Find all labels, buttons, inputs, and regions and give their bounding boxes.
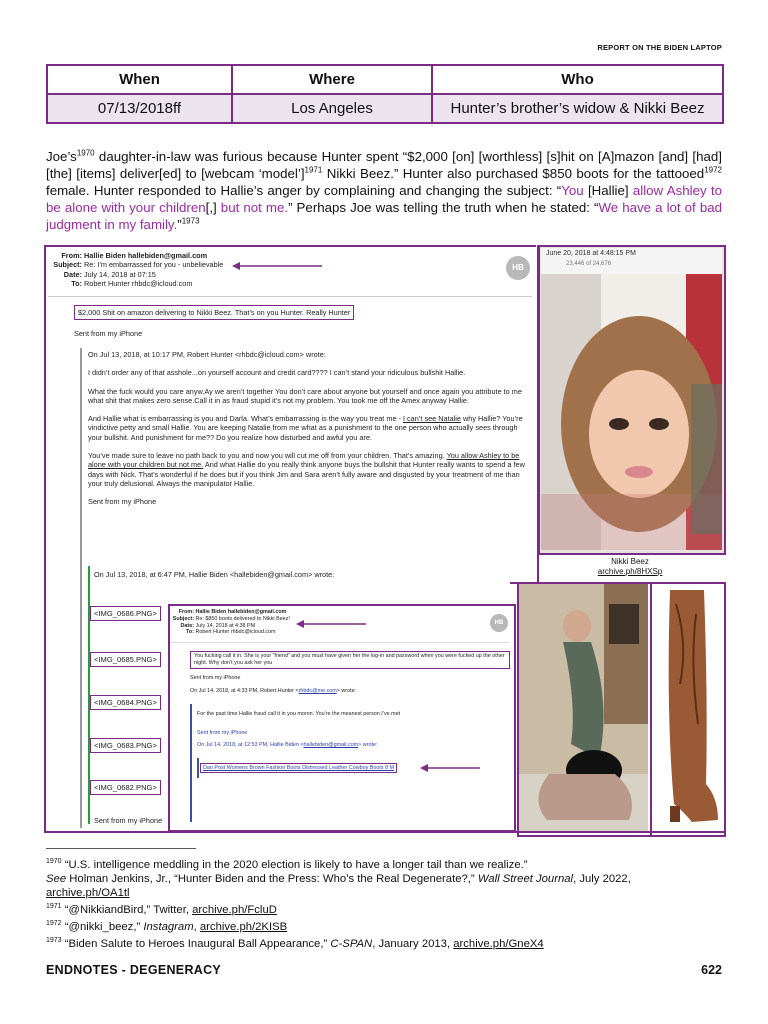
attachment-link[interactable]: <IMG_0683.PNG>: [90, 738, 161, 753]
body-paragraph: $Joe’s^{1970}$ daughter-in-law was furious because Hunter spent “$2,000 [on] [worthless] [s]hit on [A]mazon [and] [had] [the] [items] deliver[ed] to [webcam ‘model’]$^{1971}$ Nikki Beez.” Hunter also purchased $850 boots for the tattooed$^{1972}$ female. Hunter responded to Hallie’s anger by complaining and changing the subject: “You [Hallie] allow Ashley to be alone with your children[,] but not me.” Perhaps Joe was telling the truth when he stated: “We have a lot of bad judgment in my family.”$^{1973}$: [46, 148, 722, 232]
paragraph: What the fuck would you care anyw.Ay we aren’t together You don’t care about anyone but yourself and once again you attribute to me what shit that makes zero sense.Call it in as fraud stupid it’s not my problem. You took me off the Amex anyway Hallie.: [88, 386, 522, 405]
footnote-link[interactable]: archive.ph/OA1tl: [46, 887, 130, 900]
quote-you: You: [561, 183, 584, 198]
attachment-link[interactable]: <IMG_0684.PNG>: [90, 695, 161, 710]
attachment-link[interactable]: <IMG_0682.PNG>: [90, 780, 161, 795]
header-where: Where: [232, 65, 432, 94]
quote-bad-judgment: We have a lot of bad judgment in my family.: [46, 200, 722, 232]
footnote-1970-cont: See Holman Jenkins, Jr., “Hunter Biden and the Press: Who’s the Real Degenerate?,” Wall Street Journal, July 2022,: [46, 872, 631, 885]
avatar: HB: [490, 614, 508, 632]
endnote-ref-1972[interactable]: 1972: [704, 165, 722, 175]
avatar: HB: [506, 256, 530, 280]
cell-who: Hunter’s brother’s widow & Nikki Beez: [432, 94, 723, 123]
email1-subject: Re: I'm embarrassed for you - unbelievable: [84, 260, 224, 270]
sent-from: Sent from my iPhone: [190, 675, 241, 681]
footer-section-title: ENDNOTES - DEGENERACY: [46, 963, 222, 977]
email1-to: Robert Hunter rhbdc@icloud.com: [84, 278, 193, 288]
photo-timestamp: June 20, 2018 at 4:48:15 PM: [546, 250, 636, 257]
email1-header: From: Hallie Biden hallebiden@gmail.com Subject: Re: I'm embarrassed for you - unbelievable Date: July 14, 2018 at 07:15 To: Robert Hunter rhbdc@icloud.com: [53, 251, 224, 288]
running-header: REPORT ON THE BIDEN LAPTOP: [597, 43, 722, 52]
email2-body: [190, 651, 510, 695]
paragraph: You’ve made sure to leave no path back to you and now you will cut me off from your children. That’s amazing. You allow Ashley to be alone with your children but not me. And what Hallie do you really think anyone buys the bullshit that Hunter really wants to spend a few days with Nick. That’s wonderful if he does but if you think Jim and Sara aren’t fully aware and disgusted by your treatment of me than your truly delusional. Always the manipulator Hallie.: [88, 451, 525, 488]
email1-quoted: [88, 350, 528, 507]
endnote-ref-1971[interactable]: 1971: [304, 165, 323, 175]
footnotes: [46, 855, 726, 951]
footnote-1971: $^{1971}$ “@NikkiandBird,” Twitter, archive.ph/FcluD: [46, 903, 277, 917]
quote-header: On Jul 13, 2018, at 6:47 PM, Hallie Biden <hallebiden@gmail.com> wrote:: [94, 570, 335, 579]
table-header-row: [47, 65, 723, 94]
footnote-link[interactable]: archive.ph/FcluD: [192, 904, 277, 917]
caption-link[interactable]: archive.ph/8HXSp: [597, 567, 663, 576]
quote-header: On Jul 14, 2018, at 4:33 PM, Robert Hunter <rhbdc@me.com> wrote:: [190, 688, 357, 694]
email2-quoted: [197, 711, 507, 749]
sent-from: Sent from my iPhone: [88, 497, 157, 507]
quote-allow-ashley: allow Ashley to be alone with your children: [46, 183, 722, 215]
sent-from: Sent from my iPhone: [94, 816, 163, 825]
header-when: When: [47, 65, 232, 94]
paragraph: And Hallie what is embarrassing is you and Darla. What’s embarrassing is the way you treat me - I can’t see Natalie why Hallie? You’re vindictive petty and small Hallie. You are keeping Natalie from me what as a punishment to the one person who actually sees through your bullshit. And punishment for me?? Do you realize how disturbed and awful you are.: [88, 414, 523, 442]
sent-from: Sent from my iPhone: [74, 329, 143, 339]
footnote-link[interactable]: archive.ph/GneX4: [453, 938, 544, 951]
email2-header: From: Hallie Biden hallebiden@gmail.com Subject: Re: $850 boots delivered to Nikki Beez! Date: July 14, 2018 at 4:38 PM To: Robert Hunter rhbdc@icloud.com: [172, 609, 290, 636]
quote-header: On Jul 14, 2018, at 12:53 PM, Hallie Biden <hallebiden@gmail.com> wrote:: [197, 742, 378, 748]
selfie-photo: [541, 274, 722, 550]
paragraph: I didn’t order any of that asshole...on yourself account and credit card???? I can’t stand your ridiculous bullshit Hallie.: [88, 368, 466, 378]
endnote-ref-1970[interactable]: 1970: [76, 148, 95, 158]
email1-date: July 14, 2018 at 07:15: [84, 269, 156, 279]
footnote-1970: $^{1970}$ “U.S. intelligence meddling in the 2020 election is likely to have a longer tail than we realize.”: [46, 858, 528, 871]
footnote-1973: $^{1973}$ “Biden Salute to Heroes Inaugural Ball Appearance,” C-SPAN, January 2013, archive.ph/GneX4: [46, 937, 544, 951]
cell-when: 07/13/2018ff: [47, 94, 232, 123]
photo-caption: [560, 557, 700, 577]
email1-body: [74, 305, 532, 339]
page-number: 622: [701, 963, 722, 977]
header-who: Who: [432, 65, 723, 94]
product-link[interactable]: Dan Post Womens Brown Fashion Boots Distressed Leather Cowboy Boots 8 M: [200, 763, 397, 773]
quote-bar: [190, 704, 192, 822]
cell-where: Los Angeles: [232, 94, 432, 123]
attachment-link[interactable]: <IMG_0686.PNG>: [90, 606, 161, 621]
email1-from: Hallie Biden hallebiden@gmail.com: [84, 251, 208, 260]
footnote-link[interactable]: archive.ph/2KISB: [199, 921, 288, 934]
caption-name: Nikki Beez: [611, 557, 649, 566]
quote-but-not-me: but not me.: [220, 200, 289, 215]
quote-bar: [80, 348, 82, 828]
boxed-line: $2,000 Shit on amazon delivering to Nikki Beez. That’s on you Hunter. Really Hunter: [74, 305, 354, 320]
quote-header: On Jul 13, 2018, at 10:17 PM, Robert Hunter <rhbdc@icloud.com> wrote:: [88, 350, 326, 359]
when-where-who-table: [46, 64, 724, 124]
arrow-icon: [420, 764, 480, 772]
endnote-ref-1973[interactable]: 1973: [181, 216, 200, 226]
table-row: [47, 94, 723, 123]
sent-from: Sent from my iPhone: [197, 730, 248, 736]
quote-bar: [197, 758, 199, 778]
arrow-icon: [296, 620, 366, 628]
attachment-link[interactable]: <IMG_0685.PNG>: [90, 652, 161, 667]
tattoo-photo: [519, 584, 648, 831]
divider: [48, 296, 532, 297]
paragraph: For the past time Hallie fraud call it in you moron. You’re the meanest person I’ve met: [197, 711, 401, 717]
footnote-1972: $^{1972}$ “@nikki_beez,” Instagram, archive.ph/2KISB: [46, 920, 288, 934]
arrow-icon: [232, 262, 322, 270]
boxed-line: You fucking call it in. She is your “friend” and you must have given her the log-in and password when you were fucked up the other night. Why don’t you ask her you: [190, 651, 510, 669]
divider: [170, 642, 510, 643]
photo-counter: 23,446 of 24,676: [566, 261, 612, 267]
footnote-rule: [46, 848, 196, 849]
boot-photo: [652, 584, 722, 831]
